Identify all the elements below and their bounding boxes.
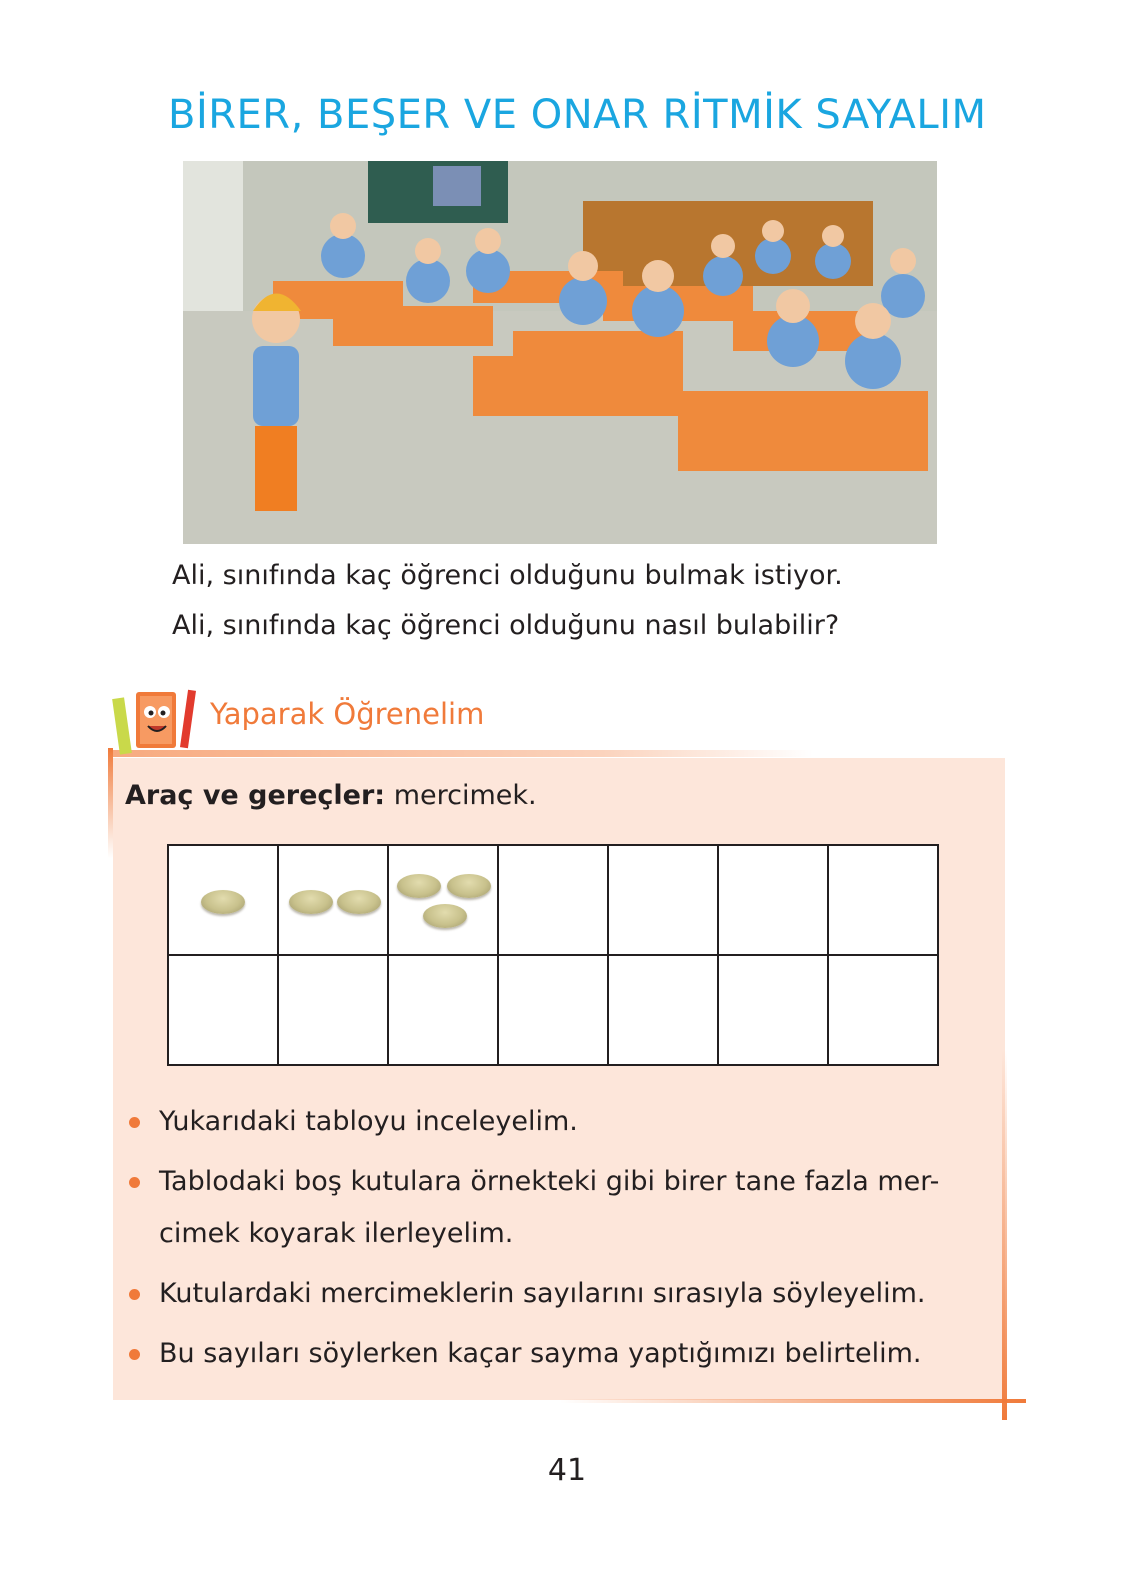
grid-cell-6[interactable] <box>718 845 828 955</box>
grid-cell-7[interactable] <box>828 845 938 955</box>
grid-row <box>168 845 938 955</box>
grid-cell-5[interactable] <box>608 845 718 955</box>
grid-row <box>168 955 938 1065</box>
lentil-grid <box>167 844 939 1066</box>
grid-cell-10[interactable] <box>388 955 498 1065</box>
bullet-icon <box>129 1289 140 1300</box>
list-item <box>125 1268 1005 1320</box>
section-title: Yaparak Öğrenelim <box>210 697 485 731</box>
panel-left-border <box>108 748 113 858</box>
grid-cell-4[interactable] <box>498 845 608 955</box>
lentil <box>337 890 381 914</box>
list-item-text: Bu sayıları söylerken kaçar sayma yaptığımızı belirtelim. <box>159 1338 922 1369</box>
bullet-icon <box>129 1349 140 1360</box>
bullet-icon <box>129 1177 140 1188</box>
question-line-2: Ali, sınıfında kaç öğrenci olduğunu nasıl bulabilir? <box>172 610 840 641</box>
list-item-text: Yukarıdaki tabloyu inceleyelim. <box>159 1106 578 1137</box>
book-mascot-icon <box>112 686 202 758</box>
grid-cell-12[interactable] <box>608 955 718 1065</box>
list-item <box>125 1096 1005 1148</box>
list-item <box>125 1328 1005 1380</box>
list-item <box>125 1156 1005 1260</box>
panel-bottom-border <box>560 1399 1026 1403</box>
grid-cell-13[interactable] <box>718 955 828 1065</box>
grid-cell-8[interactable] <box>168 955 278 1065</box>
lentil <box>447 874 491 898</box>
list-item-text: Kutulardaki mercimeklerin sayılarını sırasıyla söyleyelim. <box>159 1278 926 1309</box>
materials-line <box>125 780 537 811</box>
lentil <box>201 890 245 914</box>
classroom-illustration <box>183 161 937 544</box>
grid-cell-1[interactable] <box>168 845 278 955</box>
question-line-1: Ali, sınıfında kaç öğrenci olduğunu bulmak istiyor. <box>172 560 843 591</box>
materials-label: Araç ve gereçler: <box>125 780 386 811</box>
grid-cell-3[interactable] <box>388 845 498 955</box>
panel-top-border <box>113 750 813 757</box>
grid-cell-14[interactable] <box>828 955 938 1065</box>
lentil <box>423 904 467 928</box>
bullet-icon <box>129 1117 140 1128</box>
list-item-text: Tablodaki boş kutulara örnekteki gibi birer tane fazla mer- cimek koyarak ilerleyelim. <box>159 1166 940 1249</box>
materials-value: mercimek. <box>393 780 537 811</box>
page-number: 41 <box>547 1453 587 1488</box>
page-title: BİRER, BEŞER VE ONAR RİTMİK SAYALIM <box>168 92 987 138</box>
instruction-list <box>125 1096 1005 1388</box>
lentil <box>289 890 333 914</box>
grid-cell-11[interactable] <box>498 955 608 1065</box>
grid-cell-9[interactable] <box>278 955 388 1065</box>
lentil <box>397 874 441 898</box>
grid-cell-2[interactable] <box>278 845 388 955</box>
